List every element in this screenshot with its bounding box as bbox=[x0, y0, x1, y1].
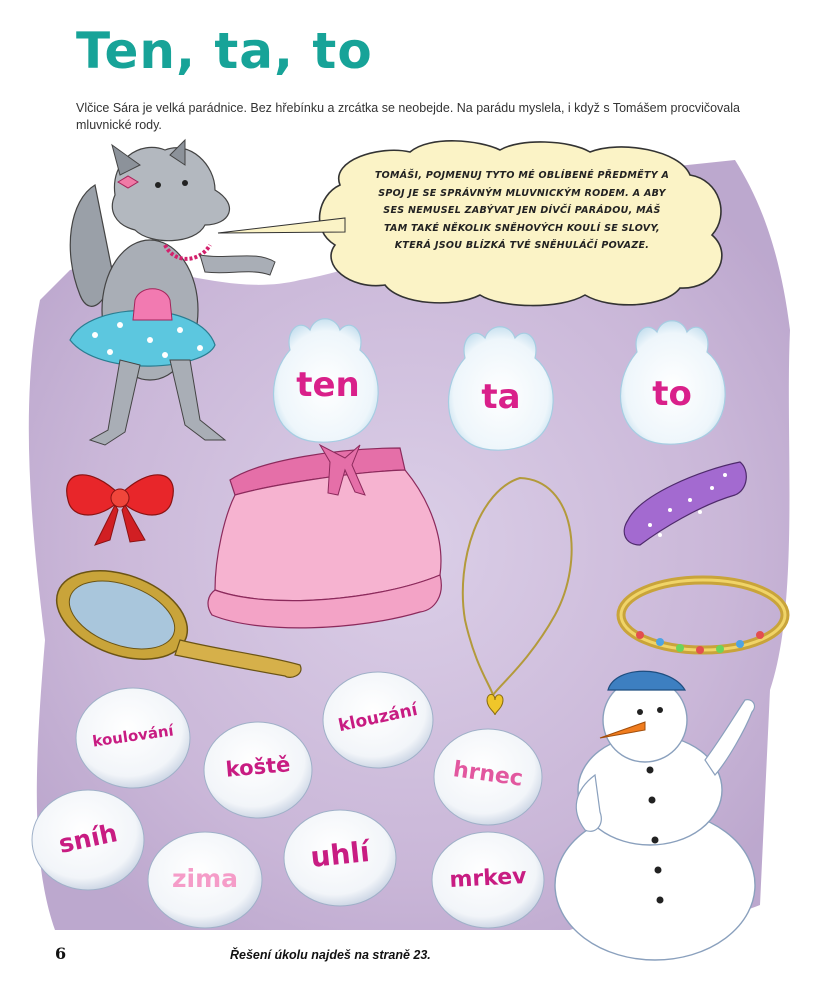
solution-note: Řešení úkolu najdeš na straně 23. bbox=[230, 948, 431, 962]
skirt-illustration bbox=[208, 445, 441, 628]
word-mrkev[interactable]: mrkev bbox=[448, 864, 528, 894]
speech-bubble-text: TOMÁŠI, POJMENUJ TYTO MÉ OBLÍBENÉ PŘEDMĚTY A SPOJ JE SE SPRÁVNÝM MLUVNICKÝM RODEM. A ABY SES NEMUSEL ZABÝVAT JEN DÍVČÍ PARÁDOU, MÁŠ TAM TAKÉ NĚKOLIK SNĚHOVÝCH KOULÍ SE SLOVY, KTERÁ JSOU BLÍZKÁ TVÉ SNĚHULÁČÍ POVAZE. bbox=[374, 170, 670, 251]
page-number: 6 bbox=[55, 944, 67, 963]
word-zima[interactable]: zima bbox=[171, 864, 239, 893]
gender-label-ten[interactable]: ten bbox=[296, 365, 360, 405]
word-koulovani[interactable]: koulování bbox=[91, 721, 175, 751]
word-snih[interactable]: sníh bbox=[56, 818, 120, 859]
intro-text: Vlčice Sára je velká parádnice. Bez hřebínku a zrcátka se neobejde. Na parádu myslela, i když s Tomášem procvičovala mluvnické rody. bbox=[76, 101, 740, 132]
gender-label-ta[interactable]: ta bbox=[481, 377, 521, 417]
gender-label-to[interactable]: to bbox=[652, 374, 692, 414]
word-hrnec[interactable]: hrnec bbox=[451, 757, 525, 792]
word-klouzani[interactable]: klouzání bbox=[336, 699, 420, 737]
word-uhli[interactable]: uhlí bbox=[308, 835, 372, 874]
word-koste[interactable]: koště bbox=[224, 752, 292, 782]
page-title: Ten, ta, to bbox=[76, 22, 373, 80]
